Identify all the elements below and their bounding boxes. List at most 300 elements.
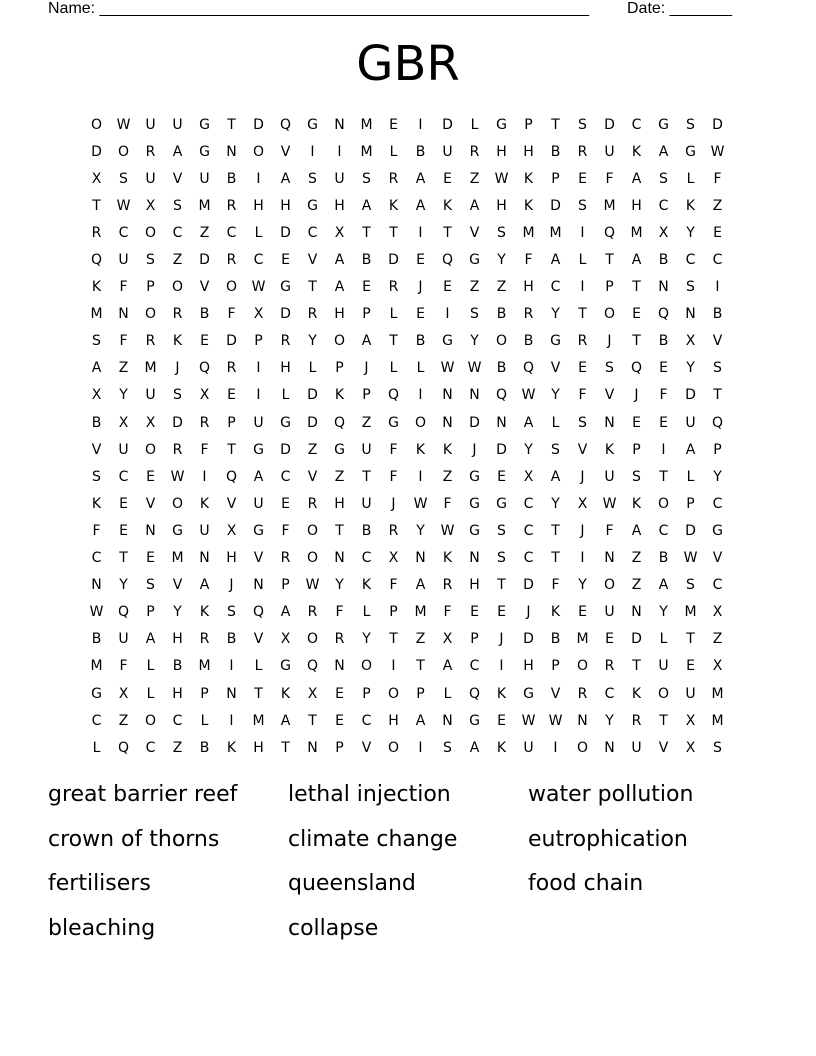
grid-letter: A	[550, 252, 561, 269]
grid-letter: W	[413, 495, 428, 512]
grid-letter: T	[119, 550, 128, 567]
grid-letter: T	[362, 468, 371, 485]
word-list-item: eutrophication	[528, 826, 688, 852]
grid-letter: L	[362, 604, 371, 621]
grid-letter: F	[119, 658, 128, 675]
grid-letter: S	[713, 739, 722, 756]
grid-letter: E	[713, 224, 722, 241]
grid-letter: U	[334, 170, 345, 187]
grid-letter: W	[251, 279, 266, 296]
grid-letter: L	[281, 387, 290, 404]
grid-letter: Q	[90, 252, 103, 269]
grid-letter: W	[467, 360, 482, 377]
grid-letter: L	[308, 360, 317, 377]
grid-letter: B	[91, 414, 102, 431]
grid-letter: B	[415, 143, 426, 160]
grid-letter: K	[91, 279, 102, 296]
grid-letter: Y	[659, 604, 668, 621]
grid-letter: C	[712, 577, 723, 594]
grid-letter: G	[469, 522, 480, 539]
grid-letter: K	[631, 143, 642, 160]
grid-letter: K	[226, 739, 237, 756]
grid-letter: S	[497, 224, 506, 241]
grid-letter: L	[551, 414, 560, 431]
grid-letter: S	[632, 468, 641, 485]
grid-letter: B	[712, 306, 723, 323]
grid-letter: E	[416, 252, 425, 269]
grid-letter: E	[497, 468, 506, 485]
grid-letter: W	[683, 550, 698, 567]
grid-letter: C	[658, 197, 669, 214]
grid-letter: K	[199, 495, 210, 512]
grid-letter: R	[199, 631, 210, 648]
grid-letter: R	[226, 252, 237, 269]
word-list-item: bleaching	[48, 915, 156, 941]
grid-letter: D	[523, 631, 534, 648]
grid-letter: A	[91, 360, 102, 377]
grid-letter: C	[523, 495, 534, 512]
word-list-item: crown of thorns	[48, 826, 220, 852]
grid-letter: F	[713, 170, 722, 187]
grid-letter: S	[308, 170, 317, 187]
grid-letter: G	[199, 116, 210, 133]
grid-letter: J	[580, 468, 585, 485]
grid-letter: E	[416, 306, 425, 323]
grid-letter: W	[710, 143, 725, 160]
word-list-item: food chain	[528, 871, 644, 896]
grid-letter: E	[119, 495, 128, 512]
grid-letter: F	[524, 252, 533, 269]
grid-letter: H	[280, 197, 291, 214]
grid-letter: D	[226, 333, 237, 350]
grid-letter: R	[91, 224, 102, 241]
grid-letter: I	[445, 306, 450, 323]
grid-letter: N	[226, 143, 237, 160]
grid-letter: K	[199, 604, 210, 621]
grid-letter: N	[658, 279, 669, 296]
grid-letter: G	[280, 414, 291, 431]
grid-letter: G	[550, 333, 561, 350]
grid-letter: V	[307, 252, 318, 269]
grid-letter: T	[443, 224, 452, 241]
grid-letter: W	[521, 712, 536, 729]
grid-letter: G	[496, 116, 507, 133]
grid-letter: K	[334, 387, 345, 404]
grid-letter: R	[577, 685, 588, 702]
grid-letter: C	[550, 279, 561, 296]
grid-letter: F	[119, 333, 128, 350]
grid-letter: X	[91, 387, 102, 404]
grid-letter: D	[550, 197, 561, 214]
grid-letter: T	[389, 333, 398, 350]
grid-letter: I	[229, 658, 234, 675]
grid-letter: M	[360, 116, 373, 133]
grid-letter: B	[550, 631, 561, 648]
grid-letter: N	[604, 550, 615, 567]
grid-letter: V	[280, 143, 291, 160]
grid-letter: V	[712, 550, 723, 567]
grid-letter: S	[227, 604, 236, 621]
grid-letter: G	[307, 197, 318, 214]
grid-letter: I	[418, 224, 423, 241]
grid-letter: M	[198, 197, 211, 214]
grid-letter: S	[686, 116, 695, 133]
grid-letter: A	[415, 197, 426, 214]
grid-letter: Z	[118, 712, 129, 729]
word-list-item: water pollution	[528, 782, 694, 807]
grid-letter: U	[118, 441, 129, 458]
grid-letter: A	[253, 468, 264, 485]
grid-letter: K	[442, 441, 453, 458]
grid-letter: F	[281, 522, 290, 539]
grid-letter: C	[253, 252, 264, 269]
grid-letter: U	[172, 116, 183, 133]
grid-letter: H	[253, 739, 264, 756]
grid-letter: T	[308, 279, 317, 296]
grid-letter: Y	[497, 252, 506, 269]
grid-letter: I	[310, 143, 315, 160]
grid-letter: Q	[630, 360, 643, 377]
grid-letter: V	[226, 495, 237, 512]
grid-letter: M	[684, 604, 697, 621]
grid-letter: V	[550, 360, 561, 377]
grid-letter: V	[145, 495, 156, 512]
grid-letter: Y	[119, 577, 128, 594]
word-list-item: climate change	[288, 826, 458, 852]
grid-letter: K	[388, 197, 399, 214]
grid-letter: E	[470, 604, 479, 621]
grid-letter: A	[415, 170, 426, 187]
grid-letter: E	[281, 495, 290, 512]
grid-letter: W	[89, 604, 104, 621]
grid-letter: T	[605, 252, 614, 269]
grid-letter: W	[521, 387, 536, 404]
grid-letter: G	[469, 252, 480, 269]
grid-letter: P	[632, 441, 641, 458]
grid-letter: U	[604, 604, 615, 621]
grid-letter: D	[280, 224, 291, 241]
grid-letter: P	[524, 116, 533, 133]
grid-letter: O	[576, 658, 589, 675]
grid-letter: S	[443, 739, 452, 756]
grid-letter: N	[226, 685, 237, 702]
grid-letter: C	[91, 712, 102, 729]
grid-letter: R	[577, 143, 588, 160]
page-title: GBR	[356, 36, 460, 92]
grid-letter: A	[685, 441, 696, 458]
grid-letter: J	[418, 279, 423, 296]
grid-letter: T	[632, 658, 641, 675]
grid-letter: J	[634, 387, 639, 404]
grid-letter: Y	[605, 712, 614, 729]
grid-letter: V	[577, 441, 588, 458]
grid-letter: W	[548, 712, 563, 729]
grid-letter: O	[657, 685, 670, 702]
grid-letter: X	[253, 306, 264, 323]
grid-letter: C	[523, 522, 534, 539]
grid-letter: I	[661, 441, 666, 458]
grid-letter: X	[199, 387, 210, 404]
grid-letter: B	[658, 550, 669, 567]
grid-letter: M	[198, 658, 211, 675]
grid-letter: U	[361, 495, 372, 512]
grid-letter: S	[686, 577, 695, 594]
grid-letter: Q	[117, 739, 130, 756]
grid-letter: W	[116, 116, 131, 133]
grid-letter: S	[92, 468, 101, 485]
grid-letter: H	[280, 360, 291, 377]
grid-letter: H	[523, 143, 534, 160]
grid-letter: D	[631, 631, 642, 648]
grid-letter: X	[226, 522, 237, 539]
grid-letter: P	[686, 495, 695, 512]
grid-letter: Q	[522, 360, 535, 377]
grid-letter: D	[523, 577, 534, 594]
grid-letter: H	[523, 658, 534, 675]
grid-letter: Y	[686, 224, 695, 241]
grid-letter: D	[172, 414, 183, 431]
grid-letter: Q	[387, 387, 400, 404]
grid-letter: G	[469, 712, 480, 729]
grid-letter: Z	[334, 468, 345, 485]
grid-letter: R	[280, 550, 291, 567]
grid-letter: N	[442, 712, 453, 729]
grid-letter: R	[442, 577, 453, 594]
grid-letter: B	[361, 522, 372, 539]
grid-letter: K	[523, 197, 534, 214]
grid-letter: F	[119, 279, 128, 296]
word-list-item: queensland	[288, 871, 416, 896]
grid-letter: K	[415, 441, 426, 458]
grid-letter: H	[334, 306, 345, 323]
grid-letter: I	[256, 360, 261, 377]
grid-letter: B	[361, 252, 372, 269]
grid-letter: N	[685, 306, 696, 323]
grid-letter: X	[442, 631, 453, 648]
grid-letter: R	[307, 495, 318, 512]
grid-letter: G	[253, 522, 264, 539]
grid-letter: J	[229, 577, 234, 594]
grid-letter: O	[414, 414, 427, 431]
grid-letter: S	[362, 170, 371, 187]
grid-letter: G	[199, 143, 210, 160]
grid-letter: R	[145, 143, 156, 160]
grid-letter: O	[252, 143, 265, 160]
grid-letter: X	[91, 170, 102, 187]
grid-letter: F	[578, 387, 587, 404]
grid-letter: K	[361, 577, 372, 594]
grid-letter: B	[496, 360, 507, 377]
grid-letter: T	[659, 468, 668, 485]
grid-letter: S	[497, 522, 506, 539]
grid-letter: B	[523, 333, 534, 350]
grid-letter: D	[685, 387, 696, 404]
grid-letter: O	[171, 279, 184, 296]
grid-letter: Y	[173, 604, 182, 621]
grid-letter: Z	[361, 414, 372, 431]
grid-letter: V	[658, 739, 669, 756]
grid-letter: D	[604, 116, 615, 133]
grid-letter: H	[172, 631, 183, 648]
grid-letter: I	[580, 224, 585, 241]
grid-letter: L	[92, 739, 101, 756]
grid-letter: I	[418, 739, 423, 756]
grid-letter: K	[280, 685, 291, 702]
grid-letter: M	[171, 550, 184, 567]
grid-letter: M	[90, 658, 103, 675]
grid-letter: E	[632, 306, 641, 323]
grid-letter: A	[280, 712, 291, 729]
grid-letter: X	[685, 739, 696, 756]
grid-letter: F	[389, 441, 398, 458]
grid-letter: D	[712, 116, 723, 133]
grid-letter: W	[440, 360, 455, 377]
grid-letter: L	[146, 685, 155, 702]
grid-letter: T	[551, 550, 560, 567]
grid-letter: E	[443, 170, 452, 187]
grid-letter: B	[199, 306, 210, 323]
page-header	[48, 0, 748, 20]
grid-letter: X	[685, 333, 696, 350]
grid-letter: M	[549, 224, 562, 241]
grid-letter: J	[607, 333, 612, 350]
grid-letter: Q	[603, 224, 616, 241]
grid-letter: D	[91, 143, 102, 160]
grid-letter: C	[604, 685, 615, 702]
grid-letter: N	[469, 550, 480, 567]
grid-letter: W	[494, 170, 509, 187]
grid-letter: S	[578, 197, 587, 214]
grid-letter: R	[172, 441, 183, 458]
grid-letter: N	[604, 414, 615, 431]
grid-letter: L	[389, 306, 398, 323]
grid-letter: A	[658, 143, 669, 160]
grid-letter: C	[91, 550, 102, 567]
grid-letter: M	[630, 224, 643, 241]
grid-letter: V	[199, 279, 210, 296]
grid-letter: K	[550, 604, 561, 621]
grid-letter: T	[416, 658, 425, 675]
grid-letter: K	[523, 170, 534, 187]
grid-letter: A	[334, 252, 345, 269]
grid-letter: S	[659, 170, 668, 187]
grid-letter: A	[334, 279, 345, 296]
grid-letter: Q	[441, 252, 454, 269]
grid-letter: E	[659, 360, 668, 377]
grid-letter: E	[362, 279, 371, 296]
grid-letter: E	[227, 387, 236, 404]
grid-letter: K	[442, 550, 453, 567]
grid-letter: N	[334, 658, 345, 675]
grid-letter: U	[118, 631, 129, 648]
grid-letter: E	[578, 604, 587, 621]
grid-letter: C	[712, 495, 723, 512]
grid-letter: L	[254, 224, 263, 241]
grid-letter: H	[496, 143, 507, 160]
grid-letter: N	[145, 522, 156, 539]
grid-letter: X	[145, 197, 156, 214]
grid-letter: H	[631, 197, 642, 214]
grid-letter: V	[469, 224, 480, 241]
grid-letter: C	[145, 739, 156, 756]
grid-letter: Y	[524, 441, 533, 458]
grid-letter: L	[416, 360, 425, 377]
grid-letter: S	[119, 170, 128, 187]
grid-letter: F	[659, 387, 668, 404]
grid-letter: R	[334, 631, 345, 648]
grid-letter: I	[580, 550, 585, 567]
grid-letter: L	[686, 468, 695, 485]
grid-letter: X	[712, 604, 723, 621]
grid-letter: I	[391, 658, 396, 675]
grid-letter: A	[469, 739, 480, 756]
grid-letter: D	[280, 441, 291, 458]
grid-letter: I	[418, 116, 423, 133]
grid-letter: R	[307, 604, 318, 621]
grid-letter: T	[497, 577, 506, 594]
grid-letter: K	[172, 333, 183, 350]
grid-letter: N	[577, 712, 588, 729]
grid-letter: P	[470, 631, 479, 648]
grid-letter: O	[387, 685, 400, 702]
grid-letter: M	[576, 631, 589, 648]
grid-letter: Y	[470, 333, 479, 350]
grid-letter: C	[658, 522, 669, 539]
grid-letter: U	[442, 143, 453, 160]
grid-letter: Y	[551, 387, 560, 404]
grid-letter: U	[199, 522, 210, 539]
grid-letter: P	[551, 658, 560, 675]
grid-letter: I	[580, 279, 585, 296]
grid-letter: D	[469, 414, 480, 431]
grid-letter: K	[442, 197, 453, 214]
grid-letter: F	[389, 577, 398, 594]
grid-letter: F	[335, 604, 344, 621]
grid-letter: T	[227, 441, 236, 458]
grid-letter: O	[144, 224, 157, 241]
grid-letter: L	[200, 712, 209, 729]
grid-letter: R	[226, 197, 237, 214]
date-field-label: Date: _______	[627, 0, 732, 17]
grid-letter: Y	[713, 468, 722, 485]
grid-letter: K	[496, 739, 507, 756]
grid-letter: Q	[495, 387, 508, 404]
grid-letter: D	[442, 116, 453, 133]
grid-letter: S	[713, 360, 722, 377]
grid-letter: O	[333, 333, 346, 350]
grid-letter: G	[496, 495, 507, 512]
grid-letter: C	[469, 658, 480, 675]
grid-letter: H	[172, 685, 183, 702]
grid-letter: B	[415, 333, 426, 350]
grid-letter: Z	[496, 279, 507, 296]
grid-letter: D	[280, 306, 291, 323]
grid-letter: E	[389, 116, 398, 133]
grid-letter: P	[713, 441, 722, 458]
grid-letter: A	[631, 170, 642, 187]
grid-letter: R	[307, 306, 318, 323]
grid-letter: V	[253, 631, 264, 648]
grid-letter: N	[334, 116, 345, 133]
grid-letter: A	[415, 712, 426, 729]
grid-letter: D	[388, 252, 399, 269]
grid-letter: J	[526, 604, 531, 621]
grid-letter: Z	[118, 360, 129, 377]
grid-letter: N	[496, 414, 507, 431]
grid-letter: L	[443, 685, 452, 702]
grid-letter: E	[119, 522, 128, 539]
grid-letter: B	[172, 658, 183, 675]
